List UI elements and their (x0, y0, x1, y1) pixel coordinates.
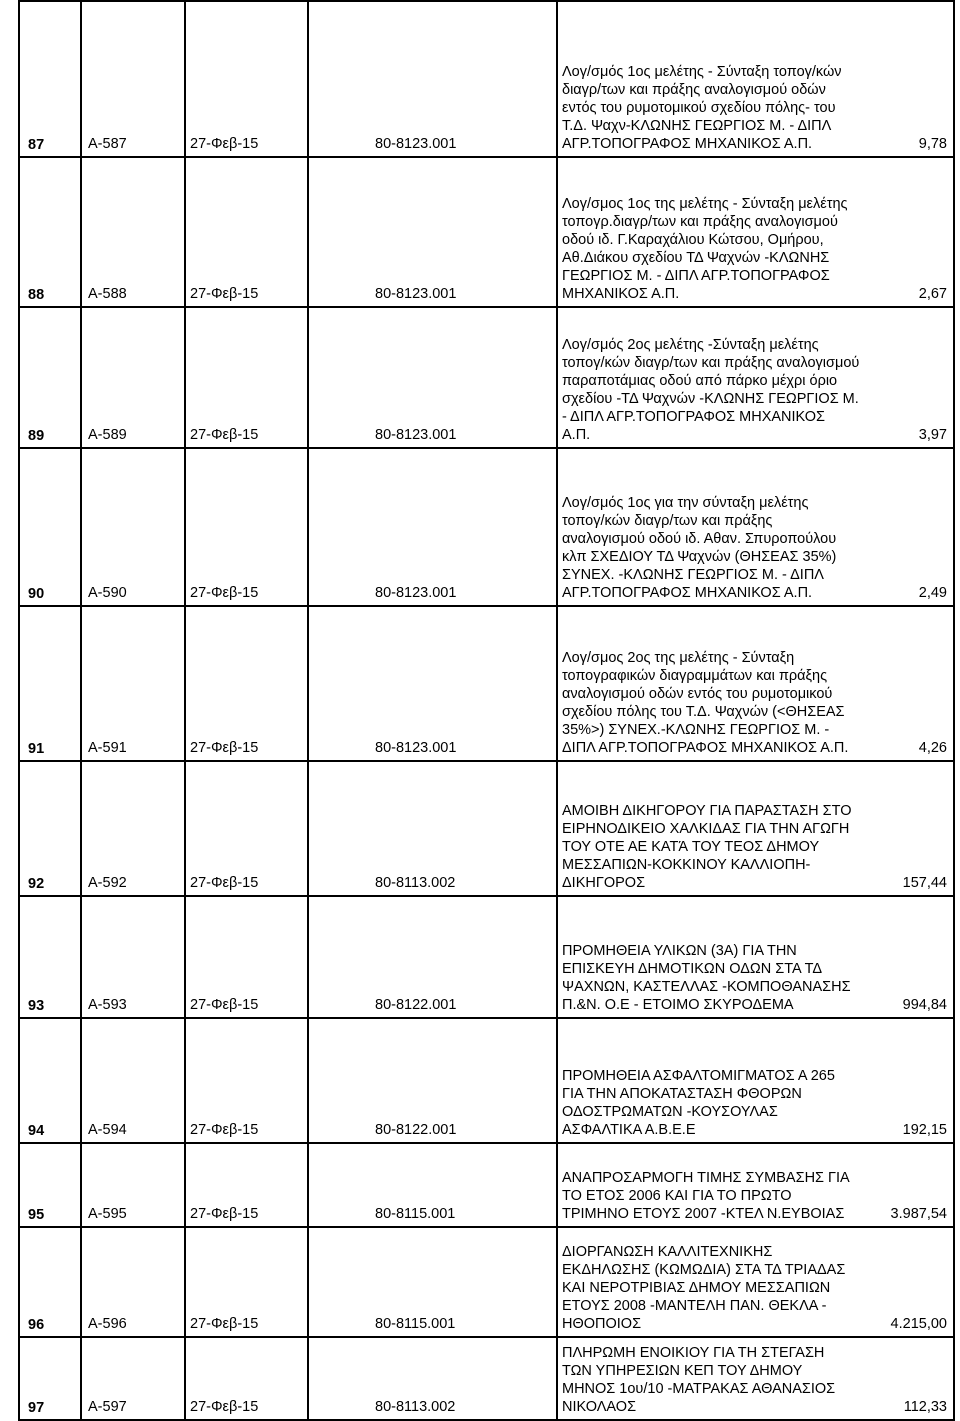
payments-table-body (19, 1, 954, 1420)
account-code: 80-8122.001 (308, 896, 557, 1018)
description-text: ΠΛΗΡΩΜΗ ΕΝΟΙΚΙΟΥ ΓΙΑ ΤΗ ΣΤΕΓΑΣΗ ΤΩΝ ΥΠΗΡΕΣΙΩΝ ΚΕΠ ΤΟΥ ΔΗΜΟΥ ΜΗΝΟΣ 1ου/10 -ΜΑΤΡΑΚΑΣ ΑΘΑΝΑΣΙΟΣ ΝΙΚΟΛΑΟΣ (562, 1345, 836, 1415)
description-text: Λογ/σμός 1ος μελέτης - Σύνταξη τοπογ/κών διαγρ/των και πράξης αναλογισμού οδών εντός του ρυμοτομικού σχεδίου πόλης- του Τ.Δ. Ψαχν-ΚΛΩΝΗΣ ΓΕΩΡΓΙΟΣ Μ. - ΔΙΠΛ ΑΓΡ.ΤΟΠΟΓΡΑΦΟΣ ΜΗΧΑΝΙΚΟΣ Α.Π. (562, 64, 842, 152)
row-number: 90 (19, 448, 81, 606)
table-row (19, 157, 954, 307)
row-number: 87 (19, 1, 81, 157)
document-date: 27-Φεβ-15 (185, 1227, 308, 1337)
payments-table (18, 0, 955, 1421)
row-number: 88 (19, 157, 81, 307)
account-code: 80-8122.001 (308, 1018, 557, 1143)
account-code: 80-8113.002 (308, 761, 557, 896)
description-cell (557, 307, 954, 448)
table-row (19, 1227, 954, 1337)
amount-value: 192,15 (902, 1122, 947, 1138)
document-code: Α-597 (81, 1337, 185, 1420)
description-cell (557, 1337, 954, 1420)
document-code: Α-595 (81, 1143, 185, 1227)
table-row (19, 1, 954, 157)
row-number: 96 (19, 1227, 81, 1337)
amount-value: 2,49 (918, 585, 947, 601)
document-date: 27-Φεβ-15 (185, 157, 308, 307)
table-row (19, 896, 954, 1018)
account-code: 80-8123.001 (308, 448, 557, 606)
row-number: 95 (19, 1143, 81, 1227)
document-code: Α-596 (81, 1227, 185, 1337)
amount-value: 3.987,54 (890, 1206, 947, 1222)
table-row (19, 761, 954, 896)
table-row (19, 1337, 954, 1420)
account-code: 80-8123.001 (308, 307, 557, 448)
document-date: 27-Φεβ-15 (185, 1143, 308, 1227)
document-date: 27-Φεβ-15 (185, 448, 308, 606)
table-row (19, 448, 954, 606)
row-number: 94 (19, 1018, 81, 1143)
description-text: ΑΝΑΠΡΟΣΑΡΜΟΓΗ ΤΙΜΗΣ ΣΥΜΒΑΣΗΣ ΓΙΑ ΤΟ ΕΤΟΣ 2006 ΚΑΙ ΓΙΑ ΤΟ ΠΡΩΤΟ ΤΡΙΜΗΝΟ ΕΤΟΥΣ 2007 -ΚΤΕΛ Ν.ΕΥΒΟΙΑΣ (562, 1170, 850, 1222)
row-number: 97 (19, 1337, 81, 1420)
description-cell (557, 1227, 954, 1337)
description-text: ΠΡΟΜΗΘΕΙΑ ΥΛΙΚΩΝ (3Α) ΓΙΑ ΤΗΝ ΕΠΙΣΚΕΥΗ ΔΗΜΟΤΙΚΩΝ ΟΔΩΝ ΣΤΑ ΤΔ ΨΑΧΝΩΝ, ΚΑΣΤΕΛΛΑΣ -ΚΟΜΠΟΘΑΝΑΣΗΣ Π.&Ν. Ο.Ε - ΕΤΟΙΜΟ ΣΚΥΡΟΔΕΜΑ (562, 943, 851, 1013)
description-text: Λογ/σμός 2ος μελέτης -Σύνταξη μελέτης τοπογ/κών διαγρ/των και πράξης αναλογισμού παραποτάμιας οδού από πάρκο μέχρι όριο σχεδίου -ΤΔ Ψαχνών -ΚΛΩΝΗΣ ΓΕΩΡΓΙΟΣ Μ. - ΔΙΠΛ ΑΓΡ.ΤΟΠΟΓΡΑΦΟΣ ΜΗΧΑΝΙΚΟΣ Α.Π. (562, 337, 860, 443)
description-cell (557, 157, 954, 307)
description-text: ΠΡΟΜΗΘΕΙΑ ΑΣΦΑΛΤΟΜΙΓΜΑΤΟΣ Α 265 ΓΙΑ ΤΗΝ ΑΠΟΚΑΤΑΣΤΑΣΗ ΦΘΟΡΩΝ ΟΔΟΣΤΡΩΜΑΤΩΝ -ΚΟΥΣΟΥΛΑΣ ΑΣΦΑΛΤΙΚΑ Α.Β.Ε.Ε (562, 1068, 835, 1138)
account-code: 80-8115.001 (308, 1143, 557, 1227)
account-code: 80-8123.001 (308, 1, 557, 157)
document-date: 27-Φεβ-15 (185, 896, 308, 1018)
document-code: Α-594 (81, 1018, 185, 1143)
row-number: 89 (19, 307, 81, 448)
document-date: 27-Φεβ-15 (185, 1337, 308, 1420)
account-code: 80-8115.001 (308, 1227, 557, 1337)
table-row (19, 1143, 954, 1227)
description-text: ΔΙΟΡΓΑΝΩΣΗ ΚΑΛΛΙΤΕΧΝΙΚΗΣ ΕΚΔΗΛΩΣΗΣ (ΚΩΜΩΔΙΑ) ΣΤΑ ΤΔ ΤΡΙΑΔΑΣ ΚΑΙ ΝΕΡΟΤΡΙΒΙΑΣ ΔΗΜΟΥ ΜΕΣΣΑΠΙΩΝ ΕΤΟΥΣ 2008 -ΜΑΝΤΕΛΗ ΠΑΝ. ΘΕΚΛΑ - ΗΘΟΠΟΙΟΣ (562, 1244, 846, 1332)
amount-value: 157,44 (902, 875, 947, 891)
amount-value: 9,78 (918, 136, 947, 152)
description-text: Λογ/σμος 2ος της μελέτης - Σύνταξη τοπογραφικών διαγραμμάτων και πράξης αναλογισμού οδών εντός του ρυμοτομικού σχεδίου πόλης του Τ.Δ. Ψαχνών (<ΘΗΣΕΑΣ 35%>) ΣΥΝΕΧ.-ΚΛΩΝΗΣ ΓΕΩΡΓΙΟΣ Μ. - ΔΙΠΛ ΑΓΡ.ΤΟΠΟΓΡΑΦΟΣ ΜΗΧΑΝΙΚΟΣ Α.Π. (562, 650, 849, 756)
description-cell (557, 448, 954, 606)
description-text: Λογ/σμος 1ος της μελέτης - Σύνταξη μελέτης τοπογρ.διαγρ/των και πράξης αναλογισμού οδού ιδ. Γ.Καραχάλιου Κώτσου, Ομήρου, Αθ.Διάκου σχεδίου ΤΔ Ψαχνών -ΚΛΩΝΗΣ ΓΕΩΡΓΙΟΣ Μ. - ΔΙΠΛ ΑΓΡ.ΤΟΠΟΓΡΑΦΟΣ ΜΗΧΑΝΙΚΟΣ Α.Π. (562, 196, 848, 302)
document-code: Α-592 (81, 761, 185, 896)
description-cell (557, 1018, 954, 1143)
description-cell (557, 606, 954, 761)
row-number: 92 (19, 761, 81, 896)
description-cell (557, 1143, 954, 1227)
table-row (19, 307, 954, 448)
amount-value: 112,33 (903, 1399, 947, 1415)
document-code: Α-588 (81, 157, 185, 307)
amount-value: 4.215,00 (890, 1316, 947, 1332)
account-code: 80-8123.001 (308, 157, 557, 307)
document-date: 27-Φεβ-15 (185, 606, 308, 761)
document-code: Α-589 (81, 307, 185, 448)
amount-value: 3,97 (918, 427, 947, 443)
document-code: Α-590 (81, 448, 185, 606)
document-date: 27-Φεβ-15 (185, 307, 308, 448)
row-number: 91 (19, 606, 81, 761)
description-cell (557, 761, 954, 896)
amount-value: 2,67 (918, 286, 947, 302)
document-code: Α-591 (81, 606, 185, 761)
description-text: ΑΜΟΙΒΗ ΔΙΚΗΓΟΡΟΥ ΓΙΑ ΠΑΡΑΣΤΑΣΗ ΣΤΟ ΕΙΡΗΝΟΔΙΚΕΙΟ ΧΑΛΚΙΔΑΣ ΓΙΑ ΤΗΝ ΑΓΩΓΗ ΤΟΥ ΟΤΕ ΑΕ ΚΑΤΆ ΤΟΥ ΤΕΟΣ ΔΗΜΟΥ ΜΕΣΣΑΠΙΩΝ-ΚΟΚΚΙΝΟΥ ΚΑΛΛΙΟΠΗ- ΔΙΚΗΓΟΡΟΣ (562, 803, 852, 891)
amount-value: 4,26 (918, 740, 947, 756)
document-date: 27-Φεβ-15 (185, 1018, 308, 1143)
table-row (19, 1018, 954, 1143)
account-code: 80-8123.001 (308, 606, 557, 761)
description-cell (557, 1, 954, 157)
table-row (19, 606, 954, 761)
row-number: 93 (19, 896, 81, 1018)
description-cell (557, 896, 954, 1018)
document-code: Α-587 (81, 1, 185, 157)
account-code: 80-8113.002 (308, 1337, 557, 1420)
document-date: 27-Φεβ-15 (185, 761, 308, 896)
description-text: Λογ/σμός 1ος για την σύνταξη μελέτης τοπογ/κών διαγρ/των και πράξης αναλογισμού οδού ιδ. Αθαν. Σπυροπούλου κλπ ΣΧΕΔΙΟΥ ΤΔ Ψαχνών (ΘΗΣΕΑΣ 35%) ΣΥΝΕΧ. -ΚΛΩΝΗΣ ΓΕΩΡΓΙΟΣ Μ. - ΔΙΠΛ ΑΓΡ.ΤΟΠΟΓΡΑΦΟΣ ΜΗΧΑΝΙΚΟΣ Α.Π. (562, 495, 837, 601)
document-code: Α-593 (81, 896, 185, 1018)
document-date: 27-Φεβ-15 (185, 1, 308, 157)
amount-value: 994,84 (902, 997, 947, 1013)
